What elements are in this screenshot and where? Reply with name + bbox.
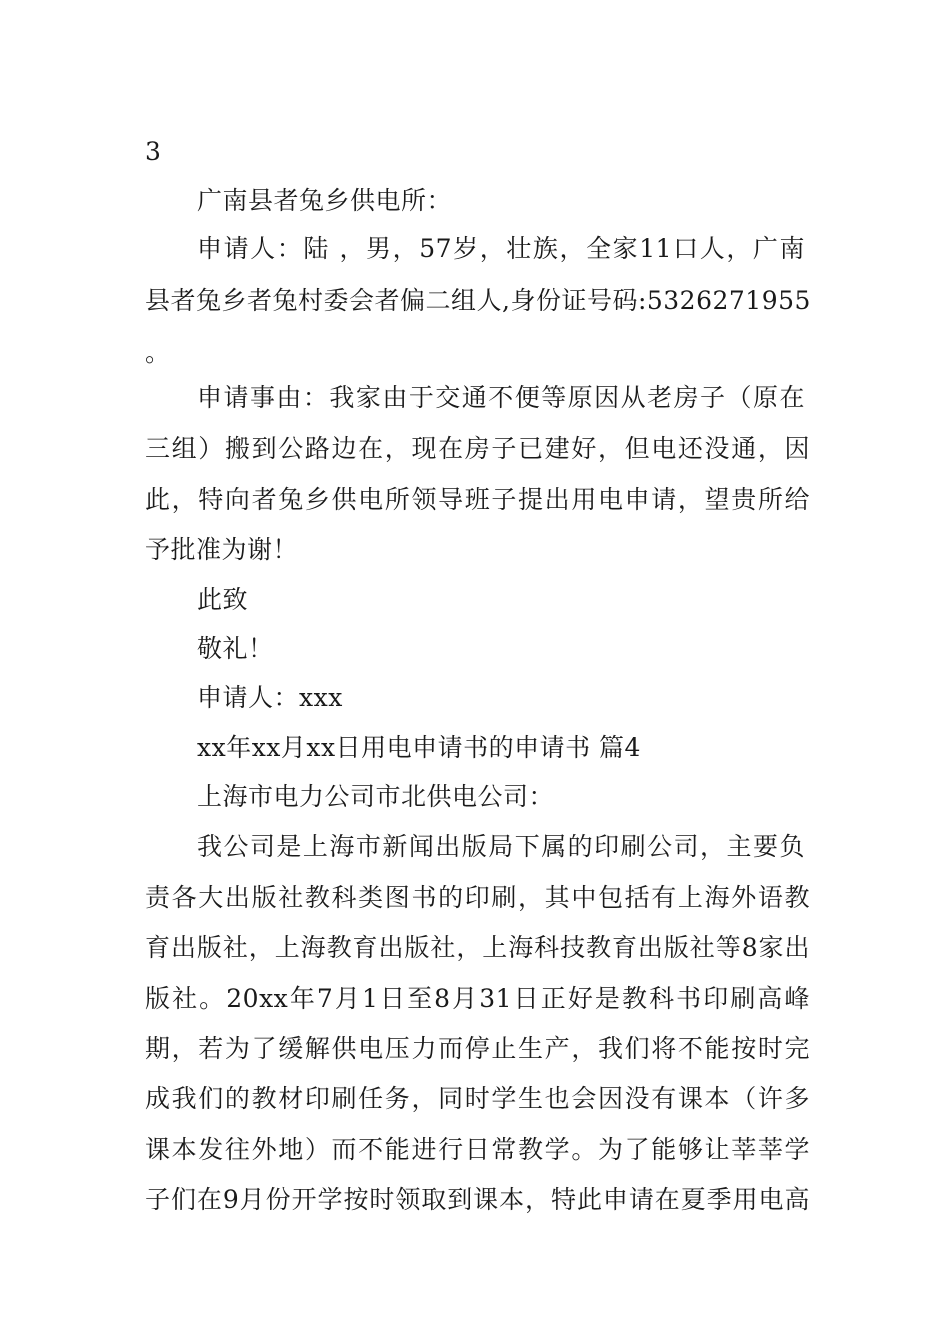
letter2-body-line-7: 课本发往外地）而不能进行日常教学。为了能够让莘莘学 bbox=[145, 1135, 810, 1164]
letter2-body-line-1: 我公司是上海市新闻出版局下属的印刷公司，主要负 bbox=[197, 832, 805, 861]
letter1-reason-line-4: 予批准为谢！ bbox=[145, 535, 299, 564]
letter2-body-line-6: 成我们的教材印刷任务，同时学生也会因没有课本（许多 bbox=[145, 1084, 810, 1113]
letter1-applicant-line-1: 申请人：陆 ，男，57岁，壮族，全家11口人，广南 bbox=[197, 234, 805, 263]
letter1-date-heading: xx年xx月xx日用电申请书的申请书 篇4 bbox=[197, 733, 641, 762]
page-number: 3 bbox=[145, 137, 162, 166]
letter1-applicant-line-2: 县者兔乡者兔村委会者偏二组人,身份证号码:5326271955 bbox=[145, 286, 811, 315]
letter1-applicant-line-3: 。 bbox=[145, 338, 171, 367]
letter1-reason-line-3: 此，特向者兔乡供电所领导班子提出用电申请，望贵所给 bbox=[145, 485, 810, 514]
letter2-body-line-5: 期，若为了缓解供电压力而停止生产，我们将不能按时完 bbox=[145, 1034, 810, 1063]
letter1-recipient: 广南县者兔乡供电所： bbox=[197, 186, 453, 215]
letter1-closing-2: 敬礼！ bbox=[197, 634, 274, 663]
letter2-body-line-3: 育出版社，上海教育出版社，上海科技教育出版社等8家出 bbox=[145, 933, 810, 962]
letter1-signature: 申请人：xxx bbox=[197, 683, 343, 712]
letter1-reason-line-2: 三组）搬到公路边在，现在房子已建好，但电还没通，因 bbox=[145, 434, 810, 463]
letter2-recipient: 上海市电力公司市北供电公司： bbox=[197, 782, 555, 811]
letter2-body-line-2: 责各大出版社教科类图书的印刷，其中包括有上海外语教 bbox=[145, 883, 810, 912]
letter2-body-line-8: 子们在9月份开学按时领取到课本，特此申请在夏季用电高 bbox=[145, 1185, 810, 1214]
letter1-closing-1: 此致 bbox=[197, 585, 249, 614]
letter2-body-line-4: 版社。20xx年7月1日至8月31日正好是教科书印刷高峰 bbox=[145, 984, 810, 1013]
letter1-reason-line-1: 申请事由：我家由于交通不便等原因从老房子（原在 bbox=[197, 383, 805, 412]
